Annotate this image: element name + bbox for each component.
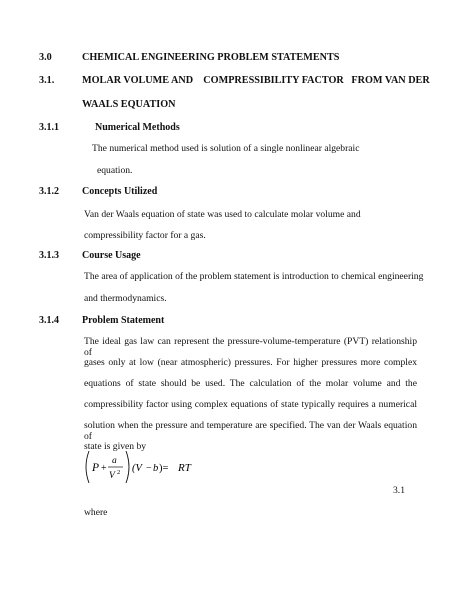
body-line: gases only at low (near atmospheric) pressures. For higher pressures more complex bbox=[84, 357, 417, 368]
subsection-title: Course Usage bbox=[82, 250, 141, 261]
right-paren bbox=[126, 451, 129, 483]
eq-minus: − bbox=[146, 463, 152, 474]
subsection-title: Problem Statement bbox=[82, 315, 165, 326]
left-paren bbox=[86, 451, 89, 483]
body-line: The ideal gas law can represent the pressure-volume-temperature (PVT) relationship of bbox=[84, 336, 417, 358]
body-line: The numerical method used is solution of a single nonlinear algebraic bbox=[92, 143, 360, 154]
eq-b: b bbox=[153, 463, 159, 474]
body-line: solution when the pressure and temperature are specified. The van der Waals equation of bbox=[84, 420, 417, 442]
eq-open-V: (V bbox=[132, 463, 142, 474]
subsection-number: 3.1.2 bbox=[39, 186, 59, 197]
subsection-number: 3.1.4 bbox=[39, 315, 59, 326]
van-der-waals-equation bbox=[82, 447, 232, 487]
eq-a: a bbox=[112, 456, 117, 466]
body-line: compressibility factor using complex equations of state typically requires a numerical bbox=[84, 399, 417, 410]
eq-P: P bbox=[92, 462, 100, 474]
body-line: equations of state should be used. The calculation of the molar volume and the bbox=[84, 378, 417, 389]
eq-exponent: 2 bbox=[117, 469, 121, 476]
heading-number: 3.0 bbox=[39, 52, 52, 63]
eq-close: )= bbox=[159, 463, 169, 474]
eq-plus: + bbox=[101, 463, 107, 474]
body-line: compressibility factor for a gas. bbox=[84, 230, 206, 241]
subsection-title: Concepts Utilized bbox=[82, 186, 158, 197]
equation-number: 3.1 bbox=[393, 485, 405, 496]
body-line: state is given by bbox=[84, 441, 147, 452]
body-line: and thermodynamics. bbox=[84, 293, 167, 304]
body-line: The area of application of the problem statement is introduction to chemical engineering bbox=[84, 271, 424, 282]
section-title-line1: MOLAR VOLUME AND COMPRESSIBILITY FACTOR FROM VAN DER bbox=[82, 75, 430, 86]
section-title-line2: WAALS EQUATION bbox=[82, 99, 176, 110]
subsection-number: 3.1.3 bbox=[39, 250, 59, 261]
subsection-title: Numerical Methods bbox=[95, 122, 180, 133]
subsection-number: 3.1.1 bbox=[39, 122, 59, 133]
body-line: equation. bbox=[97, 165, 133, 176]
heading-title: CHEMICAL ENGINEERING PROBLEM STATEMENTS bbox=[82, 52, 340, 63]
eq-RT: RT bbox=[178, 462, 191, 474]
section-number: 3.1. bbox=[39, 75, 55, 86]
where-text: where bbox=[84, 507, 108, 518]
equation-svg bbox=[82, 447, 232, 487]
eq-V: V bbox=[109, 471, 115, 481]
body-line: Van der Waals equation of state was used to calculate molar volume and bbox=[84, 209, 361, 220]
